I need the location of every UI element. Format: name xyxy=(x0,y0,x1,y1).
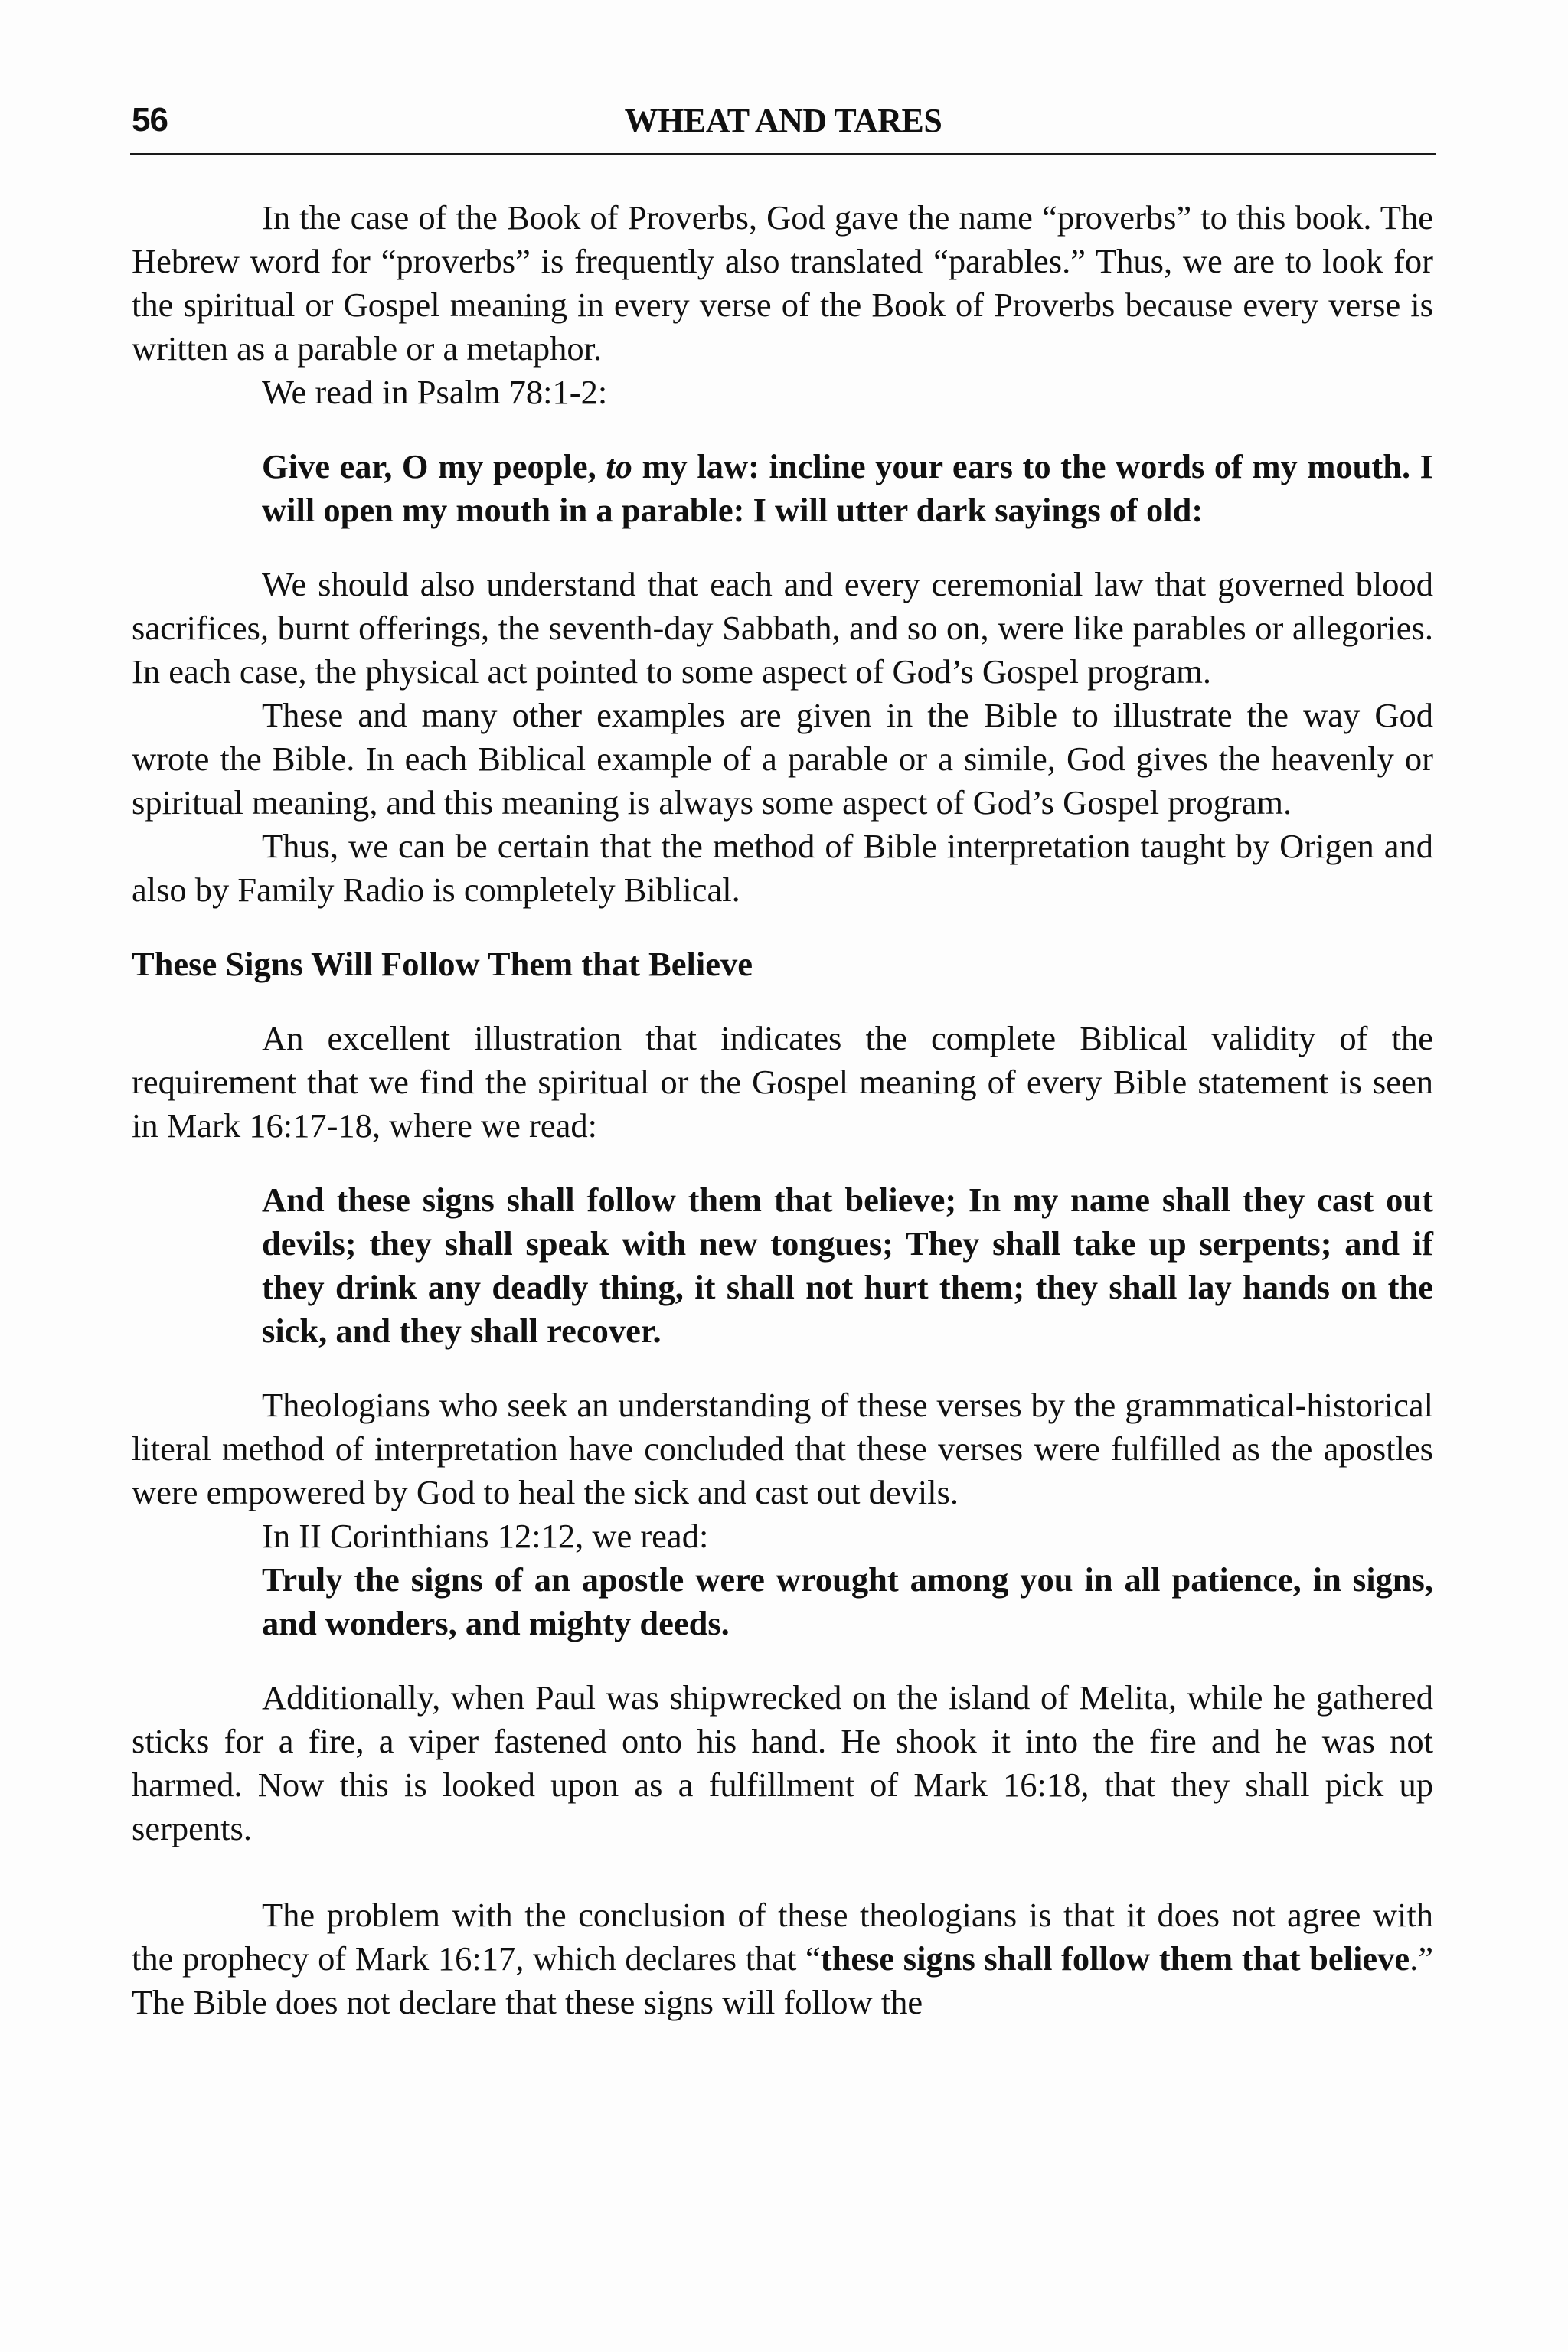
paragraph: An excellent illustration that indicates the complete Biblical validity of the requirement that we find the spiritual or the Gospel meaning of every Bible statement is seen in Mark 16:17-18, where we read: xyxy=(132,1019,1433,1145)
scripture-quote: And these signs shall follow them that believe; In my name shall they cast out devils; they shall speak with new tongues; They shall take up serpents; and if they drink any deadly thing, it shall not hurt them; they shall lay hands on the sick, and they shall recover. xyxy=(262,1181,1433,1350)
scripture-quote: Truly the signs of an apostle were wrought among you in all patience, in signs, and wonders, and mighty deeds. xyxy=(262,1560,1433,1642)
paragraph: In the case of the Book of Proverbs, God gave the name “proverbs” to this book. The Hebrew word for “proverbs” is frequently also translated “parables.” Thus, we are to look for the spiritual or Gospel meaning in every verse of the Book of Proverbs because every verse is written as a parable or a metaphor. xyxy=(132,198,1433,368)
paragraph-text: .” The Bible does not declare that these signs will follow the xyxy=(132,1939,1433,2021)
scripture-quote xyxy=(262,445,1433,532)
running-head: WHEAT AND TARES xyxy=(624,102,942,139)
quote-text: Give ear, O my people, xyxy=(262,447,606,485)
page-body xyxy=(132,196,1433,2024)
paragraph: These and many other examples are given in the Bible to illustrate the way God wrote the Bible. In each Biblical example of a parable or a simile, God gives the heavenly or spiritual meaning, and this meaning is always some aspect of God’s Gospel program. xyxy=(132,696,1433,822)
paragraph: Additionally, when Paul was shipwrecked on the island of Melita, while he gathered sticks for a fire, a viper fastened onto his hand. He shook it into the fire and he was not harmed. Now this is looked upon as a fulfillment of Mark 16:18, that they shall pick up serpents. xyxy=(132,1678,1433,1847)
paragraph xyxy=(132,1893,1433,2024)
quote-italic-word: to xyxy=(606,447,632,485)
paragraph: We read in Psalm 78:1-2: xyxy=(262,373,608,411)
page-number: 56 xyxy=(132,101,168,139)
paragraph: Thus, we can be certain that the method of Bible interpretation taught by Origen and also by Family Radio is completely Biblical. xyxy=(132,827,1433,909)
paragraph-bold-text: these signs shall follow them that believe xyxy=(820,1939,1410,1978)
paragraph: We should also understand that each and every ceremonial law that governed blood sacrifices, burnt offerings, the seventh-day Sabbath, and so on, were like parables or allegories. In each case, the physical act pointed to some aspect of God’s Gospel program. xyxy=(132,565,1433,691)
quote-text: my law: incline your ears to the words of my mouth. I will open my mouth in a parable: I will utter dark sayings of old: xyxy=(262,447,1433,529)
paragraph: In II Corinthians 12:12, we read: xyxy=(262,1517,709,1555)
section-heading: These Signs Will Follow Them that Believe xyxy=(132,945,753,983)
paragraph-text: The problem with the conclusion of these theologians is that it does not agree with the prophecy of Mark 16:17, which declares that “ xyxy=(132,1896,1433,1978)
page-header xyxy=(130,98,1436,155)
paragraph: Theologians who seek an understanding of these verses by the grammatical-historical literal method of interpretation have concluded that these verses were fulfilled as the apostles were empowered by God to heal the sick and cast out devils. xyxy=(132,1386,1433,1511)
